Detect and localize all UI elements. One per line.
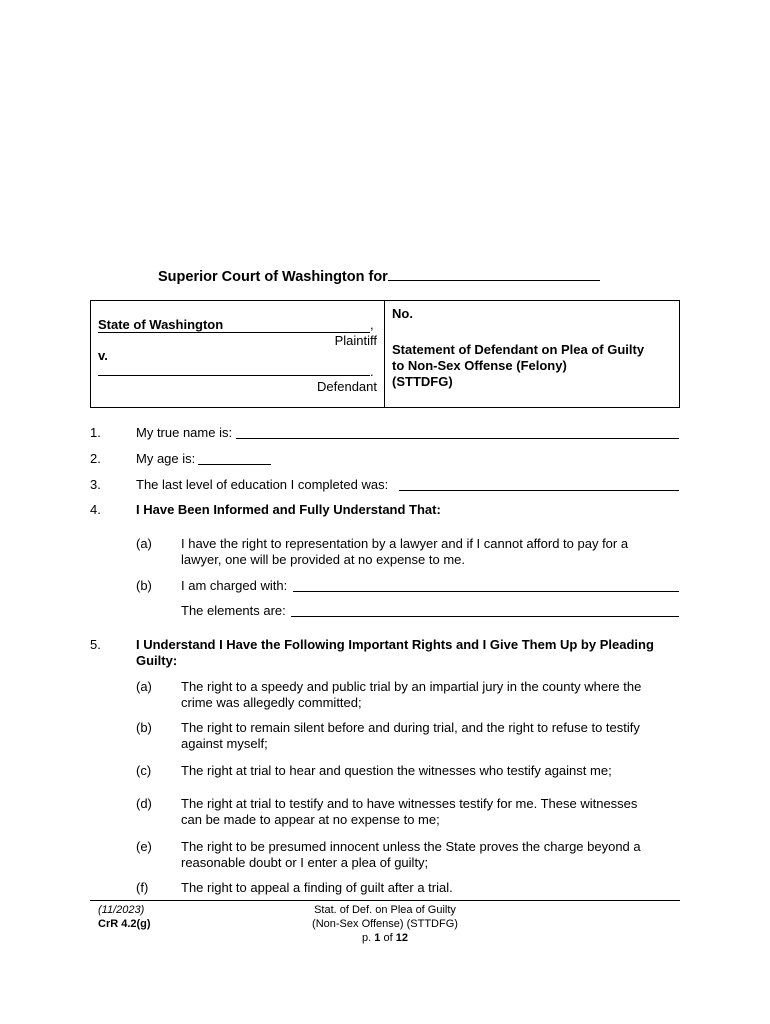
item-4-heading: I Have Been Informed and Fully Understand That: <box>136 502 441 517</box>
item-5a-letter: (a) <box>136 679 152 694</box>
item-3-label: The last level of education I completed was: <box>136 477 389 492</box>
charge-field[interactable] <box>293 591 679 592</box>
education-field[interactable] <box>399 490 679 491</box>
item-4-number: 4. <box>90 502 101 517</box>
form-title-line3: (STTDFG) <box>392 374 453 389</box>
defendant-name-line[interactable]: . <box>98 363 374 379</box>
item-1-label: My true name is: <box>136 425 233 440</box>
item-5e-letter: (e) <box>136 839 152 854</box>
elements-label: The elements are: <box>181 603 286 618</box>
court-heading <box>158 267 600 285</box>
item-5d-line2: can be made to appear at no expense to me; <box>181 812 440 827</box>
footer-page-number <box>285 932 485 944</box>
item-5c-letter: (c) <box>136 763 152 778</box>
item-4a-letter: (a) <box>136 536 152 551</box>
form-title-line1: Statement of Defendant on Plea of Guilty <box>392 342 645 357</box>
defendant-label: Defendant <box>317 379 377 394</box>
item-5-heading-line1: I Understand I Have the Following Important Rights and I Give Them Up by Pleading <box>136 637 654 652</box>
item-5f-letter: (f) <box>136 880 149 895</box>
item-5a-line2: crime was allegedly committed; <box>181 695 362 710</box>
item-5a-line1: The right to a speedy and public trial by an impartial jury in the county where the <box>181 679 642 694</box>
elements-field[interactable] <box>291 616 679 617</box>
item-2-number: 2. <box>90 451 101 466</box>
court-heading-text: Superior Court of Washington for <box>158 269 388 285</box>
age-field[interactable] <box>198 464 271 465</box>
plaintiff-label: Plaintiff <box>334 333 377 348</box>
item-5d-letter: (d) <box>136 796 152 811</box>
plaintiff-party-line: State of Washington , <box>98 317 374 332</box>
page-prefix: p. <box>362 932 372 944</box>
page-total: 12 <box>395 932 408 944</box>
item-4b-label: I am charged with: <box>181 578 288 593</box>
item-5e-line1: The right to be presumed innocent unless the State proves the charge beyond a <box>181 839 641 854</box>
item-4a-line2: lawyer, one will be provided at no expense to me. <box>181 552 466 567</box>
item-5b-letter: (b) <box>136 720 152 735</box>
item-5b-line2: against myself; <box>181 736 268 751</box>
footer-title-line1: Stat. of Def. on Plea of Guilty <box>314 904 456 916</box>
page-of: of <box>383 932 393 944</box>
case-number-label: No. <box>392 306 413 321</box>
item-5b-line1: The right to remain silent before and during trial, and the right to refuse to testify <box>181 720 640 735</box>
item-2-label: My age is: <box>136 451 196 466</box>
item-5e-line2: reasonable doubt or I enter a plea of guilty; <box>181 855 429 870</box>
true-name-field[interactable] <box>236 438 679 439</box>
form-title-line2: to Non-Sex Offense (Felony) <box>392 358 567 373</box>
caption-box <box>90 300 680 408</box>
caption-divider <box>384 301 385 407</box>
item-5-heading-line2: Guilty: <box>136 653 178 668</box>
plaintiff-party: State of Washington <box>98 317 370 333</box>
county-blank[interactable] <box>388 267 600 281</box>
versus-label: v. <box>98 348 108 363</box>
item-3-number: 3. <box>90 477 101 492</box>
footer-title-line2: (Non-Sex Offense) (STTDFG) <box>312 918 458 930</box>
item-5f-line1: The right to appeal a finding of guilt after a trial. <box>181 880 453 895</box>
footer-date: (11/2023) <box>98 904 145 916</box>
page-current: 1 <box>374 932 381 944</box>
item-5-number: 5. <box>90 637 101 652</box>
item-5c-line1: The right at trial to hear and question the witnesses who testify against me; <box>181 763 612 778</box>
item-5d-line1: The right at trial to testify and to have witnesses testify for me. These witnesses <box>181 796 638 811</box>
item-4b-letter: (b) <box>136 578 152 593</box>
footer-rule-code: CrR 4.2(g) <box>98 918 151 930</box>
footer-rule <box>90 900 680 901</box>
item-1-number: 1. <box>90 425 101 440</box>
item-4a-line1: I have the right to representation by a lawyer and if I cannot afford to pay for a <box>181 536 629 551</box>
